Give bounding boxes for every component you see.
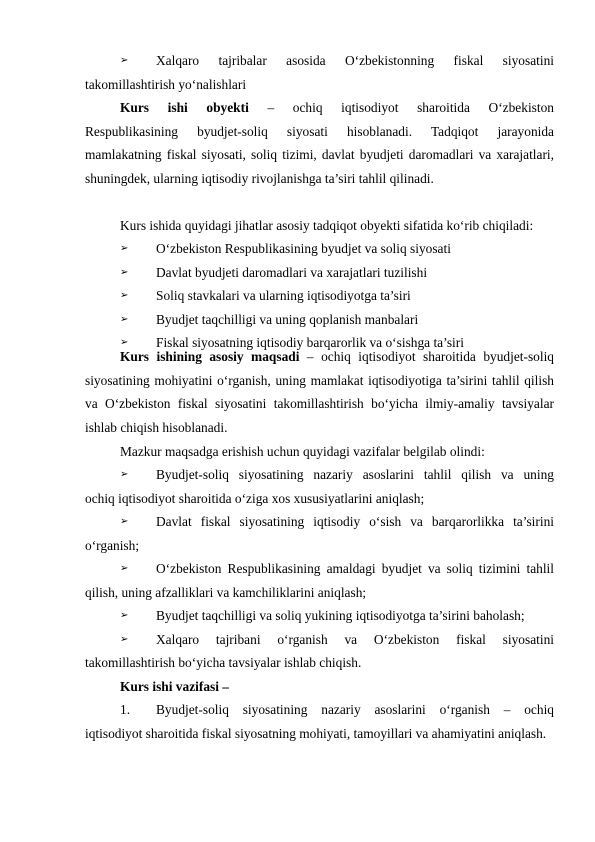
bullet-arrow-icon: ➢ (120, 313, 129, 325)
list-item-continuation: o‘rganish; (85, 537, 140, 553)
list-item: Byudjet taqchilligi va soliq yukining iqtisodiyotga ta’sirini baholash; (156, 608, 525, 623)
bullet-arrow-icon: ➢ (120, 633, 129, 645)
numbered-item: Byudjet-soliq siyosatining nazariy asoslarini o‘rganish – ochiq (156, 702, 554, 717)
list-item-continuation: takomillashtirish bo‘yicha tavsiyalar ishlab chiqish. (85, 655, 362, 670)
paragraph-text: – ochiq iqtisodiyot sharoitida byudjet-soliq (299, 349, 554, 364)
list-item: Soliq stavkalari va ularning iqtisodiyotga ta’siri (156, 288, 411, 303)
bullet-arrow-icon: ➢ (120, 243, 129, 254)
list-item: Davlat byudjeti daromadlari va xarajatlari tuzilishi (156, 264, 428, 280)
bullet-arrow-icon: ➢ (120, 55, 129, 66)
paragraph-continuation: takomillashtirish yo‘nalishlari (85, 76, 247, 92)
bullet-arrow-icon: ➢ (120, 290, 129, 301)
list-item: Fiskal siyosatning iqtisodiy barqarorlik va o‘sishga ta’siri (156, 335, 464, 350)
list-item: O‘zbekiston Respublikasining amaldagi byudjet va soliq tizimini tahlil (156, 561, 554, 576)
paragraph-object-lead (120, 96, 554, 120)
list-number: 1. (120, 702, 131, 717)
bullet-arrow-icon: ➢ (120, 563, 129, 574)
heading-main-goal: Kurs ishining asosiy maqsadi (120, 349, 300, 364)
numbered-item-continuation: iqtisodiyot sharoitida fiskal siyosatning mohiyati, tamoyillari va ahamiyatini aniqlash. (85, 725, 547, 741)
paragraph-text: – ochiq iqtisodiyot sharoitida O‘zbekiston (248, 100, 554, 115)
bullet-arrow-icon: ➢ (120, 516, 129, 527)
list-item: Davlat fiskal siyosatining iqtisodiy o‘sish va barqarorlikka ta’sirini (156, 514, 554, 529)
paragraph-aspects-intro: Kurs ishida quyidagi jihatlar asosiy tadqiqot obyekti sifatida ko‘rib chiqiladi: (120, 217, 534, 233)
list-item-continuation: qilish, uning afzalliklari va kamchiliklarini aniqlash; (85, 584, 367, 600)
heading-text: Kurs ishi vazifasi – (120, 678, 229, 694)
bullet-arrow-icon: ➢ (120, 337, 129, 348)
paragraph-line: Xalqaro tajribalar asosida O‘zbekistonning fiskal siyosatini (156, 53, 554, 68)
bullet-arrow-icon: ➢ (120, 610, 129, 621)
bullet-arrow-icon: ➢ (120, 469, 129, 480)
paragraph-tasks-intro: Mazkur maqsadga erishish uchun quyidagi vazifalar belgilab olindi: (120, 443, 485, 459)
heading-course-object: Kurs ishi obyekti (120, 100, 249, 115)
list-item: Byudjet-soliq siyosatining nazariy asoslarini tahlil qilish va uning (156, 467, 554, 482)
paragraph-object-body: Respublikasining byudjet-soliq siyosati hisoblanadi. Tadqiqot jarayonida mamlakatning fiskal siyosati, soliq tizimi, davlat byudjeti daromadlari va xarajatlari, shuningdek, ularning iqtisodiy rivojlanishga ta’siri tahlil qilinadi. (85, 123, 554, 186)
paragraph-goal-lead (120, 345, 554, 369)
list-item: Byudjet taqchilligi va uning qoplanish manbalari (156, 311, 419, 327)
list-item-continuation: ochiq iqtisodiyot sharoitida o‘ziga xos xususiyatlarini aniqlash; (85, 490, 425, 506)
list-item: Xalqaro tajribani o‘rganish va O‘zbekiston fiskal siyosatini (156, 631, 554, 647)
heading-course-tasks (120, 675, 554, 699)
list-item: O‘zbekiston Respublikasining byudjet va soliq siyosati (156, 241, 451, 256)
paragraph-goal-body: siyosatining mohiyatini o‘rganish, uning mamlakat iqtisodiyotiga ta’sirini tahlil qilish va O‘zbekiston fiskal siyosatini takomillashtirish bo‘yicha ilmiy-amaliy tavsiyalar ishlab chiqish hisoblanadi. (85, 372, 554, 435)
bullet-arrow-icon: ➢ (120, 266, 129, 278)
